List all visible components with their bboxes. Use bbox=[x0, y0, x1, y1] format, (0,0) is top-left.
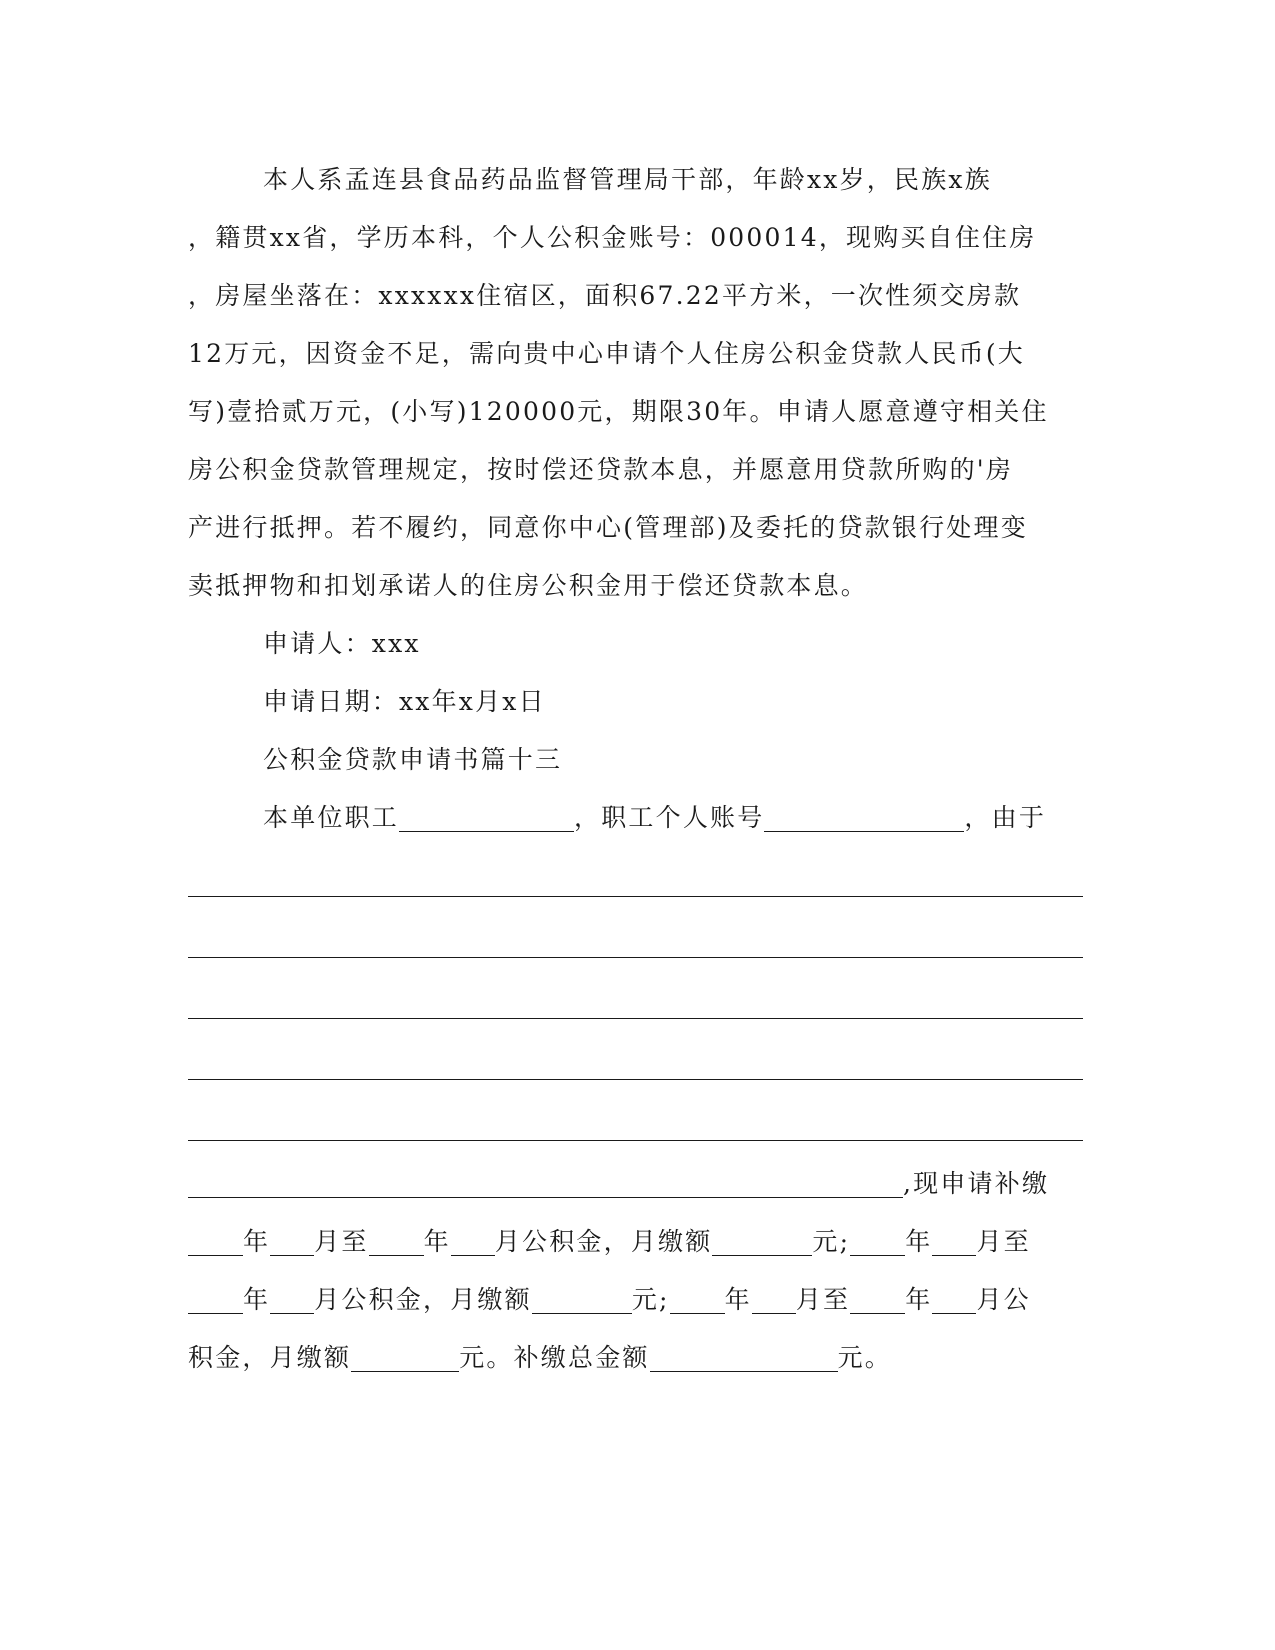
month-blank[interactable] bbox=[451, 1227, 495, 1256]
paragraph-line: 12万元，因资金不足，需向贵中心申请个人住房公积金贷款人民币(大 bbox=[188, 339, 1025, 368]
monthly-amount-blank[interactable] bbox=[712, 1227, 812, 1256]
form-text: 年 bbox=[243, 1227, 271, 1256]
form-text: 年 bbox=[905, 1285, 933, 1314]
form-text: 至 bbox=[341, 1227, 369, 1256]
form-text: 元。 bbox=[837, 1343, 893, 1372]
month-blank[interactable] bbox=[752, 1285, 796, 1314]
paragraph-line: 卖抵押物和扣划承诺人的住房公积金用于偿还贷款本息。 bbox=[188, 571, 869, 600]
month-blank[interactable] bbox=[932, 1285, 976, 1314]
year-blank[interactable] bbox=[850, 1227, 905, 1256]
form-text: 至 bbox=[1003, 1227, 1031, 1256]
year-blank[interactable] bbox=[670, 1285, 725, 1314]
form-text: 月 bbox=[976, 1227, 1004, 1256]
paragraph-line: ，籍贯xx省，学历本科，个人公积金账号：000014，现购买自住住房 bbox=[188, 223, 1037, 252]
form-text: 元; bbox=[631, 1285, 670, 1314]
reason-blank-line[interactable] bbox=[188, 957, 1083, 958]
form-text: 年 bbox=[905, 1227, 933, 1256]
form-text: ，职工个人账号 bbox=[574, 803, 765, 832]
month-blank[interactable] bbox=[932, 1227, 976, 1256]
reason-blank-line[interactable] bbox=[188, 896, 1083, 897]
form-text: 年 bbox=[243, 1285, 271, 1314]
applicant-line: 申请人：xxx bbox=[263, 629, 421, 658]
form-text: ,现申请补缴 bbox=[903, 1169, 1050, 1198]
monthly-amount-blank[interactable] bbox=[351, 1343, 459, 1372]
section-title: 公积金贷款申请书篇十三 bbox=[263, 745, 563, 774]
year-blank[interactable] bbox=[850, 1285, 905, 1314]
month-blank[interactable] bbox=[270, 1227, 314, 1256]
form-text: 月 bbox=[494, 1227, 523, 1256]
year-blank[interactable] bbox=[369, 1227, 424, 1256]
form-text: 公积金，月缴额 bbox=[522, 1227, 713, 1256]
paragraph-line: ，房屋坐落在：xxxxxx住宿区，面积67.22平方米，一次性须交房款 bbox=[188, 281, 1022, 310]
reason-blank-line[interactable] bbox=[188, 1018, 1083, 1019]
apply-date-line: 申请日期：xx年x月x日 bbox=[263, 687, 546, 716]
employee-name-blank[interactable] bbox=[399, 803, 574, 832]
form-line-period bbox=[188, 1222, 1031, 1262]
month-blank[interactable] bbox=[270, 1285, 314, 1314]
account-number-blank[interactable] bbox=[764, 803, 964, 832]
form-line-total bbox=[188, 1338, 892, 1378]
form-line-employee bbox=[263, 798, 1046, 838]
paragraph-line: 本人系孟连县食品药品监督管理局干部，年龄xx岁，民族x族 bbox=[263, 165, 992, 194]
paragraph-line: 写)壹拾贰万元，(小写)120000元，期限30年。申请人愿意遵守相关住 bbox=[188, 397, 1049, 426]
form-text: 元; bbox=[812, 1227, 851, 1256]
reason-blank-end[interactable] bbox=[188, 1169, 903, 1198]
year-blank[interactable] bbox=[188, 1227, 243, 1256]
monthly-amount-blank[interactable] bbox=[532, 1285, 632, 1314]
year-blank[interactable] bbox=[188, 1285, 243, 1314]
form-text: 至 bbox=[823, 1285, 851, 1314]
form-text: 月 bbox=[314, 1285, 342, 1314]
form-text: 月 bbox=[795, 1285, 824, 1314]
reason-blank-line[interactable] bbox=[188, 1140, 1083, 1141]
form-text: 年 bbox=[423, 1227, 451, 1256]
reason-blank-line[interactable] bbox=[188, 1079, 1083, 1080]
form-text: 积金，月缴额 bbox=[188, 1343, 352, 1372]
form-line-supplement bbox=[188, 1164, 1049, 1204]
form-text: 月 bbox=[314, 1227, 342, 1256]
form-text: 年 bbox=[724, 1285, 752, 1314]
total-amount-blank[interactable] bbox=[650, 1343, 838, 1372]
paragraph-line: 房公积金贷款管理规定，按时偿还贷款本息，并愿意用贷款所购的'房 bbox=[188, 455, 1014, 484]
form-text: 本单位职工 bbox=[263, 803, 400, 832]
form-text: ，由于 bbox=[964, 803, 1047, 832]
form-text: 公积金，月缴额 bbox=[341, 1285, 532, 1314]
form-text: 元。补缴总金额 bbox=[459, 1343, 650, 1372]
form-text: 月公 bbox=[976, 1285, 1031, 1314]
form-line-period bbox=[188, 1280, 1031, 1320]
paragraph-line: 产进行抵押。若不履约，同意你中心(管理部)及委托的贷款银行处理变 bbox=[188, 513, 1028, 542]
